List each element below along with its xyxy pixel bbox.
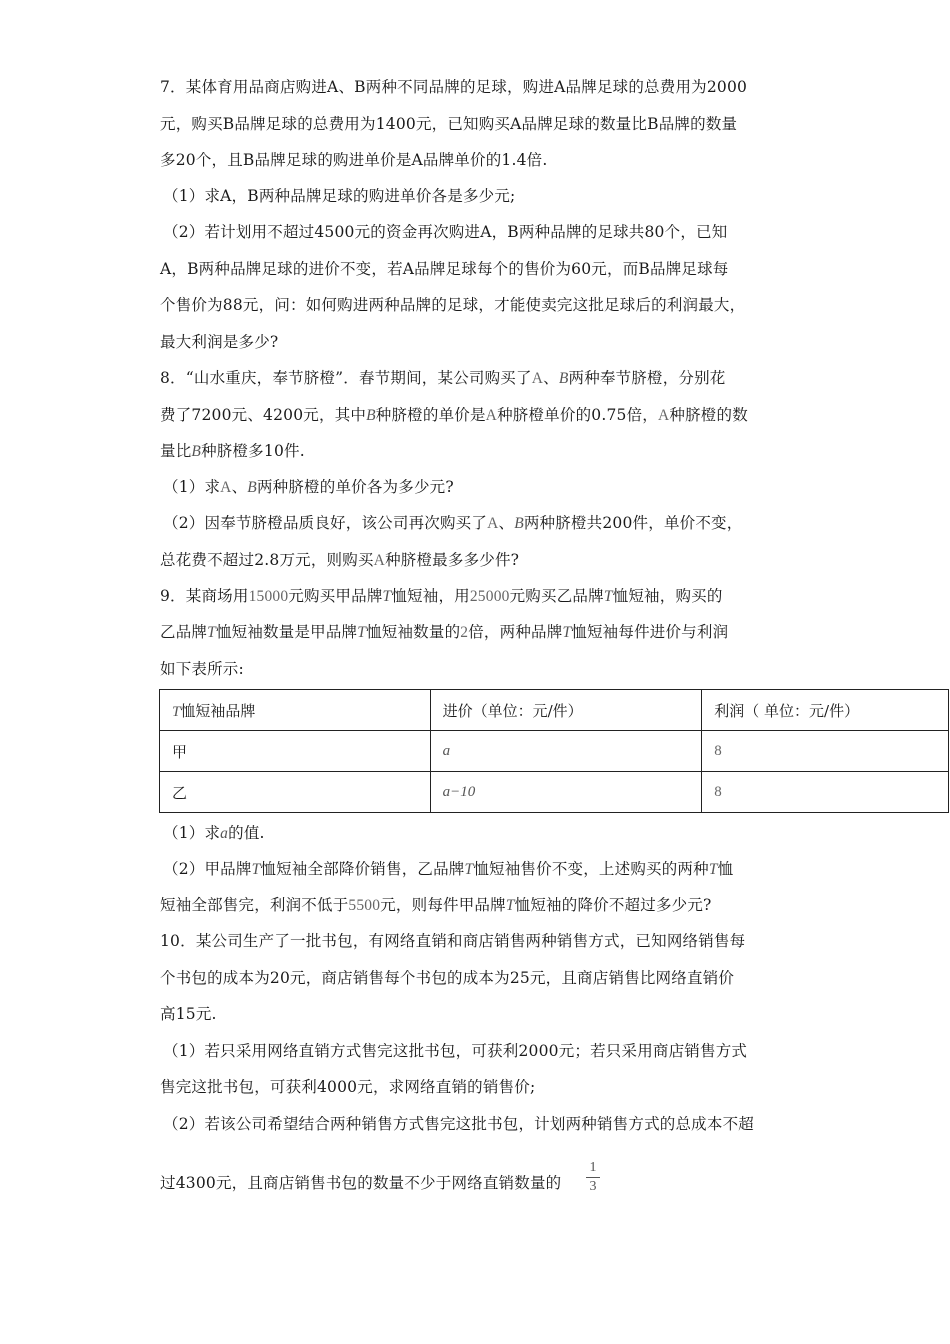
fraction-denominator: 3: [589, 1179, 597, 1194]
q9-text: 短袖全部售完，利润不低于: [160, 896, 349, 914]
q9-text: 元购买乙品牌: [509, 587, 604, 605]
q9-text: 恤短袖每件进价与利润: [571, 623, 729, 641]
table-header-cost: 进价（单位：元/件）: [430, 690, 702, 731]
q9-part-2-line-2: [160, 894, 712, 917]
q9-text: 恤短袖，用: [391, 587, 470, 605]
q9-text: 恤短袖全部降价销售，乙品牌: [260, 860, 465, 878]
var-a: A: [487, 515, 499, 532]
q9-part-1: [163, 822, 265, 845]
q10-part-1-line-2: 售完这批书包，可获利4000元，求网络直销的销售价;: [160, 1078, 536, 1096]
var-t: T: [562, 624, 572, 641]
var-a: A: [373, 552, 386, 569]
q7-part-2-line-1: （2）若计划用不超过4500元的资金再次购进A，B两种品牌的足球共80个，已知: [163, 223, 728, 241]
var-a: A: [531, 370, 544, 387]
num-5500: 5500: [348, 897, 381, 914]
q10-part-1-line-1: （1）若只采用网络直销方式售完这批书包，可获利2000元；若只采用商店销售方式: [163, 1042, 748, 1060]
fraction-numerator: 1: [589, 1160, 597, 1175]
q7-part-2-line-4: 最大利润是多少?: [160, 333, 279, 351]
table-cell-cost: a−10: [430, 772, 702, 813]
q9-text: 恤: [717, 860, 734, 878]
q8-text: 、: [543, 369, 559, 387]
q9-text: 9．某商场用: [160, 587, 249, 605]
q9-line-2: [160, 621, 728, 644]
q9-part-2-line-1: [163, 858, 733, 881]
table-cell-cost: a: [430, 731, 702, 772]
q8-text: 费了7200元、4200元，其中: [160, 406, 367, 424]
table-row: [160, 772, 949, 813]
q8-text: 总花费不超过2.8万元，则购买: [160, 551, 374, 569]
q8-text: 种脐橙的数: [669, 406, 748, 424]
table-row: [160, 731, 949, 772]
table-header-profit: 利润（ 单位：元/件）: [702, 690, 949, 731]
q8-text: 8．“山水重庆，奉节脐橙”．春节期间，某公司购买了: [160, 369, 532, 387]
table-header-row: [160, 690, 949, 731]
brand-table: [159, 689, 949, 813]
header-text: 恤短袖品牌: [180, 701, 256, 720]
var-t: T: [464, 861, 474, 878]
q8-text: （2）因奉节脐橙品质良好，该公司再次购买了: [163, 514, 488, 532]
var-t: T: [505, 897, 515, 914]
fraction-one-third: [586, 1160, 600, 1195]
var-t: T: [251, 861, 261, 878]
q9-text: 元购买甲品牌: [288, 587, 383, 605]
q10-line-2: 个书包的成本为20元，商店销售每个书包的成本为25元，且商店销售比网络直销价: [160, 969, 735, 987]
q8-part-1: [163, 476, 454, 499]
var-t: T: [382, 588, 392, 605]
var-b: B: [514, 515, 524, 532]
var-t: T: [207, 624, 216, 641]
q10-line-3: 高15元.: [160, 1005, 217, 1023]
q8-text: 种脐橙单价的0.75倍，: [497, 406, 658, 424]
var-a-lower: a: [220, 825, 229, 842]
q9-text: 恤短袖数量的: [366, 623, 461, 641]
q8-text: 、: [498, 514, 515, 532]
q7-part-1: （1）求A，B两种品牌足球的购进单价各是多少元;: [163, 187, 516, 205]
table-cell-brand: 甲: [160, 731, 431, 772]
var-a: A: [485, 407, 498, 424]
table-header-brand: [160, 690, 431, 731]
q9-text: 恤短袖售价不变，上述购买的两种: [473, 860, 709, 878]
q8-part-2-line-2: [160, 549, 519, 572]
var-b: B: [191, 443, 202, 460]
q8-line-2: [160, 404, 748, 427]
q8-line-1: [160, 367, 726, 390]
table-cell-profit: 8: [702, 772, 949, 813]
q8-text: 、: [231, 478, 248, 496]
num-25000: 25000: [469, 588, 510, 605]
q9-text: （2）甲品牌: [163, 860, 252, 878]
q9-text: 恤短袖，购买的: [612, 587, 723, 605]
var-b: B: [247, 479, 257, 496]
q10-part-2-line-2: 过4300元，且商店销售书包的数量不少于网络直销数量的: [160, 1174, 562, 1192]
q8-line-3: [160, 440, 305, 463]
q8-text: 量比: [160, 442, 192, 460]
q9-text: 恤短袖数量是甲品牌: [215, 623, 358, 641]
q7-part-2-line-2: A，B两种品牌足球的进价不变，若A品牌足球每个的售价为60元，而B品牌足球每: [160, 260, 729, 278]
q9-text: 乙品牌: [160, 623, 208, 641]
q9-line-1: [160, 585, 723, 608]
q9-line-3: 如下表所示:: [160, 660, 244, 678]
q8-text: 两种奉节脐橙，分别花: [568, 369, 726, 387]
q9-text: 的值.: [228, 824, 265, 842]
q9-text: 恤短袖的降价不超过多少元?: [514, 896, 712, 914]
q8-text: （1）求: [163, 478, 221, 496]
q8-text: 种脐橙的单价是: [375, 406, 486, 424]
var-t: T: [172, 703, 181, 720]
q7-line-3: 多20个，且B品牌足球的购进单价是A品牌单价的1.4倍.: [160, 151, 548, 169]
q7-line-2: 元，购买B品牌足球的总费用为1400元，已知购买A品牌足球的数量比B品牌的数量: [160, 115, 738, 133]
var-b: B: [366, 407, 376, 424]
q10-part-2-line-1: （2）若该公司希望结合两种销售方式售完这批书包，计划两种销售方式的总成本不超: [163, 1115, 754, 1133]
var-t: T: [603, 588, 613, 605]
q8-text: 两种脐橙的单价各为多少元?: [256, 478, 454, 496]
q8-text: 两种脐橙共200件，单价不变，: [523, 514, 743, 532]
q8-text: 种脐橙最多多少件?: [385, 551, 520, 569]
q8-part-2-line-1: [163, 512, 742, 535]
table-cell-profit: 8: [702, 731, 949, 772]
num-2: 2: [460, 624, 469, 641]
q7-part-2-line-3: 个售价为88元，问：如何购进两种品牌的足球，才能使卖完这批足球后的利润最大，: [160, 296, 746, 314]
var-b: B: [558, 370, 569, 387]
q9-text: 倍，两种品牌: [468, 623, 563, 641]
var-a: A: [220, 479, 232, 496]
var-t: T: [708, 861, 718, 878]
q9-text: 元，则每件甲品牌: [380, 896, 506, 914]
q10-line-1: 10．某公司生产了一批书包，有网络直销和商店销售两种销售方式，已知网络销售每: [160, 932, 746, 950]
num-15000: 15000: [248, 588, 289, 605]
var-a: A: [658, 407, 670, 424]
fraction-bar: [586, 1177, 600, 1178]
q8-text: 种脐橙多10件.: [201, 442, 305, 460]
q9-text: （1）求: [163, 824, 221, 842]
q7-line-1: 7．某体育用品商店购进A、B两种不同品牌的足球，购进A品牌足球的总费用为2000: [160, 78, 748, 96]
table-cell-brand: 乙: [160, 772, 431, 813]
var-t: T: [357, 624, 367, 641]
